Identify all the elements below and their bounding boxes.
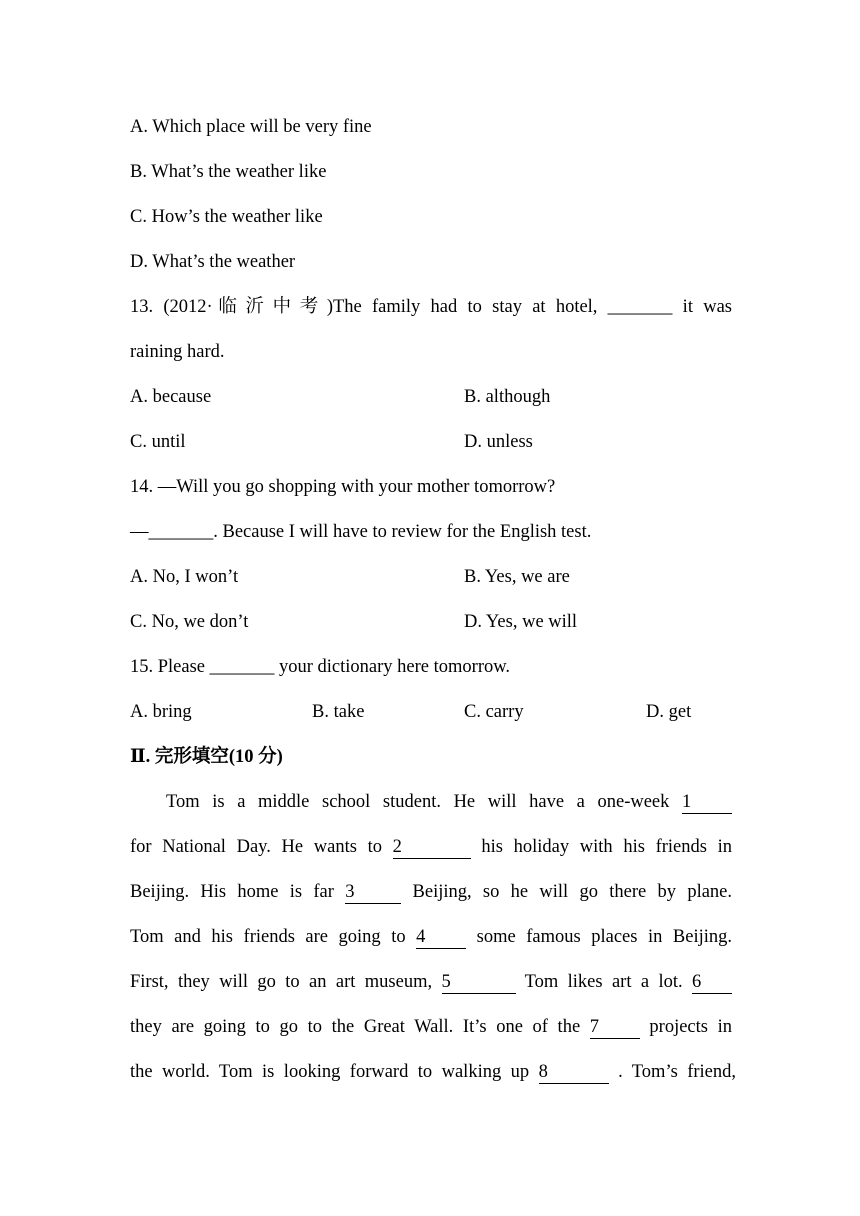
q14-stem: 14. —Will you go shopping with your mother tomorrow?	[130, 477, 556, 497]
passage-line-6	[130, 1014, 732, 1040]
passage-line-5	[130, 969, 732, 995]
passage-text: . Tom’s friend,	[618, 1062, 737, 1082]
q12-option-c: C. How’s the weather like	[130, 207, 323, 227]
q12-option-b: B. What’s the weather like	[130, 162, 327, 182]
passage-text: some famous places in Beijing.	[476, 927, 733, 947]
q15-options-row	[130, 699, 732, 725]
q13-options-row-2	[130, 429, 732, 455]
q13-stem-continued: raining hard.	[130, 342, 225, 362]
passage-line-3	[130, 879, 732, 905]
blank-5: 5	[442, 972, 516, 994]
passage-text: Tom likes art a lot.	[524, 972, 683, 992]
q13-number: 13. (2012·	[130, 297, 213, 317]
q13-option-a: A. because	[130, 387, 212, 407]
passage-text: his holiday with his friends in	[481, 837, 733, 857]
passage-line-7	[130, 1059, 736, 1085]
passage-text: Tom and his friends are going to	[130, 927, 406, 947]
q12-option-d: D. What’s the weather	[130, 252, 296, 272]
q14-options-row-2	[130, 609, 732, 635]
q13-stem-text: )The family had to stay at hotel, _______ it was	[326, 297, 732, 317]
passage-text: Beijing, so he will go there by plane.	[412, 882, 733, 902]
section-heading: Ⅱ. 完形填空(10 分)	[130, 747, 283, 767]
passage-line-2	[130, 834, 732, 860]
passage-text: they are going to go to the Great Wall. It’s one of the	[130, 1017, 581, 1037]
blank-3: 3	[345, 882, 401, 904]
q13-options-row-1	[130, 384, 732, 410]
q13-source: 临沂中考	[212, 297, 327, 317]
blank-2: 2	[393, 837, 471, 859]
q13-option-b: B. although	[464, 387, 551, 407]
q14-option-d: D. Yes, we will	[464, 612, 578, 632]
q15-option-b: B. take	[312, 702, 365, 722]
q13-option-d: D. unless	[464, 432, 533, 452]
q14-option-c: C. No, we don’t	[130, 612, 249, 632]
passage-text: for National Day. He wants to	[130, 837, 382, 857]
passage-text: Beijing. His home is far	[130, 882, 334, 902]
q14-reply: —_______. Because I will have to review for the English test.	[130, 522, 592, 542]
blank-8: 8	[539, 1062, 609, 1084]
q15-stem: 15. Please _______ your dictionary here tomorrow.	[130, 657, 511, 677]
q13-stem	[130, 294, 732, 320]
q15-option-d: D. get	[646, 702, 692, 722]
passage-line-4	[130, 924, 732, 950]
q14-option-a: A. No, I won’t	[130, 567, 239, 587]
passage-text: projects in	[649, 1017, 732, 1037]
q12-option-a: A. Which place will be very fine	[130, 117, 372, 137]
blank-4: 4	[416, 927, 466, 949]
passage-text: Tom is a middle school student. He will have a one-week	[166, 792, 670, 812]
blank-7: 7	[590, 1017, 640, 1039]
passage-text: First, they will go to an art museum,	[130, 972, 433, 992]
blank-6: 6	[692, 972, 732, 994]
q14-options-row-1	[130, 564, 732, 590]
passage-text: the world. Tom is looking forward to walking up	[130, 1062, 530, 1082]
q13-option-c: C. until	[130, 432, 186, 452]
blank-1: 1	[682, 792, 732, 814]
passage-line-1	[130, 789, 732, 815]
q15-option-c: C. carry	[464, 702, 524, 722]
q15-option-a: A. bring	[130, 702, 192, 722]
q14-option-b: B. Yes, we are	[464, 567, 570, 587]
